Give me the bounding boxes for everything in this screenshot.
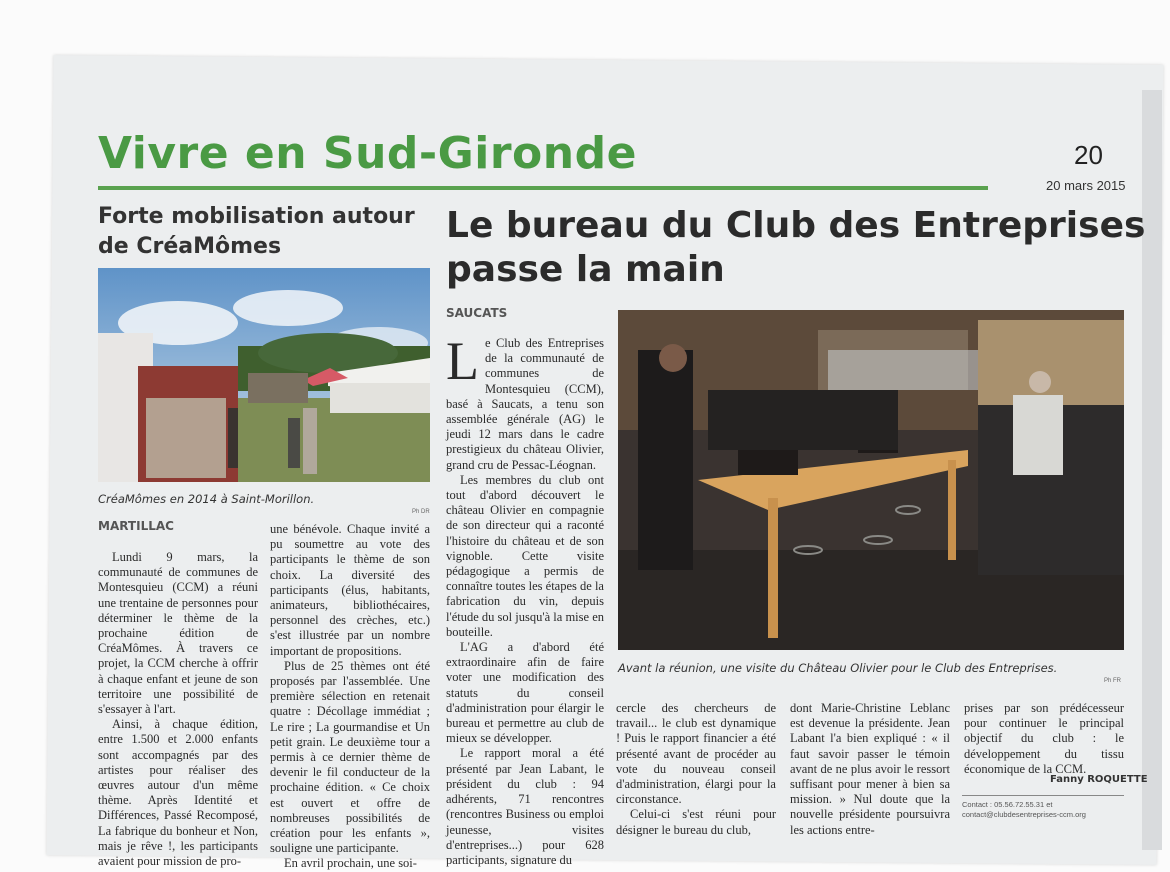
- main-article-headline: Le bureau du Club des Entreprises passe la main: [446, 205, 1146, 290]
- side-article-column-2: [270, 522, 430, 871]
- side-paragraph-2: Ainsi, à chaque édition, entre 1.500 et 2.000 enfants sont accompagnés par des artistes pour réaliser des œuvres autour d'un même thème. Après Identité et Différences, Passé Recomposé, La fabrique du bonheur et Non, mais je rêve !, les participants avaient pour mission de pro-: [98, 717, 258, 869]
- main-article-column-2: [616, 701, 776, 846]
- page-number: 20: [1074, 140, 1103, 170]
- main-photo-credit: Ph FR: [1104, 678, 1122, 684]
- main-article-column-1: [446, 331, 604, 867]
- creamomes-photo: [98, 268, 430, 482]
- side-paragraph-4: Plus de 25 thèmes ont été proposés par l'assemblée. Une première sélection en retenait quatre : Décollage immédiat ; Le rire ; La gourmandise et Un petit grain. Le deuxième tour a permis à ce dernier thème de devenir le fil conducteur de la prochaine édition. « Ce choix est ouvert et offre de nombreuses possibilités de création pour les enfants », souligne une participante.: [270, 658, 430, 856]
- side-paragraph-3: une bénévole. Chaque invité a pu soumettre au vote des participants le thème de son choix. La diversité des participants (élus, habitants, animateurs, bibliothécaires, personnel des crèches, etc.) s'est illustrée par un nombre important de propositions.: [270, 522, 430, 658]
- contact-rule: [962, 795, 1124, 796]
- main-paragraph-4: Le rapport moral a été présenté par Jean Labant, le président du club : 94 adhérents, 71 rencontres (rencontres Business ou emploi jeunesse, visites d'entreprises...) pour 628 participants, signature du: [446, 746, 604, 867]
- section-rule: [98, 186, 988, 190]
- author-signature: Fanny ROQUETTE: [1050, 774, 1148, 785]
- drop-cap: L: [446, 331, 479, 391]
- main-photo-caption: Avant la réunion, une visite du Château Olivier pour le Club des Entreprises.: [618, 661, 1058, 675]
- chateau-olivier-photo: [618, 310, 1124, 650]
- issue-date: 20 mars 2015: [1046, 178, 1126, 193]
- main-article-column-3: [790, 701, 950, 846]
- creamomes-photo-image: [98, 268, 430, 482]
- main-article-column-4: [964, 701, 1124, 776]
- side-paragraph-1: Lundi 9 mars, la communauté de communes de Montesquieu (CCM) a réuni une trentaine de personnes pour déterminer le thème de la prochaine édition de CréaMômes. À travers ce projet, la CCM cherche à offrir à chaque enfant et jeune de son territoire une possibilité de s'essayer à l'art.: [98, 550, 258, 717]
- side-article-dateline: MARTILLAC: [98, 519, 174, 533]
- contact-info: Contact : 05.56.72.55.31 et contact@clubdesentreprises-ccm.org: [962, 800, 1086, 819]
- side-photo-credit: Ph DR: [412, 509, 430, 515]
- side-photo-caption: CréaMômes en 2014 à Saint-Morillon.: [98, 492, 315, 506]
- side-article-headline: Forte mobilisation autour de CréaMômes: [98, 204, 415, 259]
- chateau-olivier-photo-image: [618, 310, 1124, 650]
- main-paragraph-7: dont Marie-Christine Leblanc est devenue la présidente. Jean Labant l'a bien expliqué : « il faut savoir passer le témoin avant de ne plus avoir le ressort suffisant pour mener à bien sa mission. » Nul doute que la nouvelle présidente poursuivra les actions entre-: [790, 701, 950, 837]
- main-paragraph-3: L'AG a d'abord été extraordinaire afin de faire voter une modification des statuts du conseil d'administration pour élargir le bureau et permettre au club de mieux se développer.: [446, 640, 604, 746]
- main-article-dateline: SAUCATS: [446, 306, 508, 320]
- side-article-column-1: [98, 550, 258, 869]
- main-paragraph-8: prises par son prédécesseur pour continuer le principal objectif du club : le développement du tissu économique de la CCM.: [964, 701, 1124, 776]
- main-paragraph-2: Les membres du club ont tout d'abord découvert le château Olivier en compagnie de son directeur qui a raconté l'histoire du château et de son vignoble. Cette visite pédagogique a permis de connaître toutes les étapes de la fabrication du vin, depuis l'étude du sol jusqu'à la mise en bouteille.: [446, 472, 604, 639]
- main-paragraph-5: cercle des chercheurs de travail... le club est dynamique ! Puis le rapport financier a été présenté avant de procéder au vote du nouveau conseil d'administration, élargi pour la circonstance.: [616, 701, 776, 807]
- main-paragraph-1: e Club des Entreprises de la communauté de communes de Montesquieu (CCM), basé à Saucats, a tenu son assemblée générale (AG) le jeudi 12 mars dans le cadre prestigieux du château Olivier, grand cru de Pessac-Léognan.: [446, 336, 604, 472]
- main-paragraph-6: Celui-ci s'est réuni pour désigner le bureau du club,: [616, 807, 776, 837]
- side-paragraph-5: En avril prochain, une soi-: [284, 856, 417, 871]
- section-title: Vivre en Sud-Gironde: [98, 128, 637, 179]
